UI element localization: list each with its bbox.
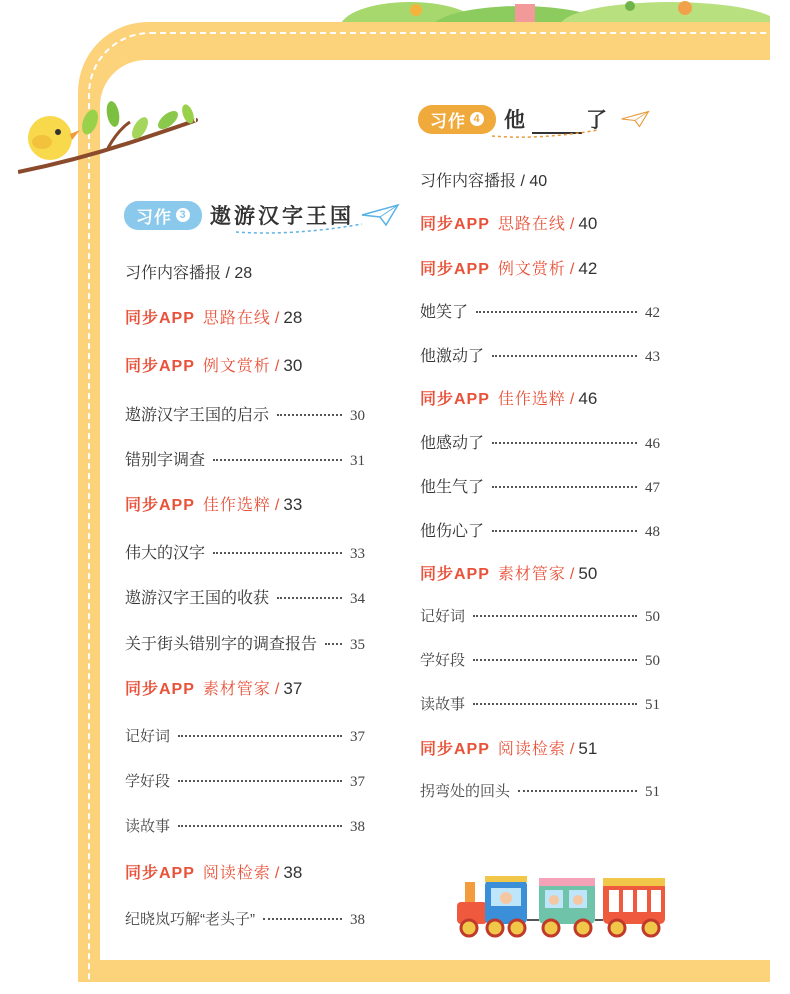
toc-page-number: 28 [283, 308, 303, 327]
slash-separator: / [569, 216, 575, 233]
toc-intro-text: 习作内容播报 / 40 [420, 173, 548, 190]
toc-entry-title: 他伤心了 [420, 523, 485, 540]
toc-entry [125, 631, 365, 654]
toc-page-number: 38 [350, 819, 365, 835]
dot-leader [178, 825, 342, 827]
app-section-name: 素材管家 [497, 566, 566, 583]
dot-leader [213, 552, 342, 554]
toc-entry [125, 540, 365, 563]
toc-page-number: 37 [350, 774, 365, 790]
toc-page-number: 42 [578, 259, 598, 278]
toc-entry [420, 343, 660, 366]
toc-page-number: 33 [350, 546, 365, 562]
toc-entry-title: 读故事 [125, 818, 171, 835]
toc-entry [420, 299, 660, 322]
toc-entry-title: 读故事 [420, 696, 466, 713]
toy-train-illustration [455, 872, 670, 938]
toc-page-number: 30 [350, 408, 365, 424]
toc-page-number: 50 [578, 564, 598, 583]
toc-section-intro [420, 168, 547, 191]
toc-page-number: 30 [283, 356, 303, 375]
toc-entry-title: 学好段 [125, 773, 171, 790]
app-section-name: 思路在线 [202, 310, 271, 327]
dot-leader [492, 530, 637, 532]
left-section-badge [124, 201, 202, 230]
toc-page-number: 35 [350, 637, 365, 653]
toc-entry [125, 815, 365, 836]
slash-separator: / [569, 566, 575, 583]
toc-entry-title: 伟大的汉字 [125, 545, 206, 562]
toc-app-section [420, 211, 597, 234]
dot-leader [518, 790, 637, 792]
toc-entry-title: 她笑了 [420, 304, 469, 321]
dot-leader [492, 355, 637, 357]
toc-page-number: 37 [350, 729, 365, 745]
toc-entry [420, 649, 660, 670]
toc-page-number: 51 [645, 784, 660, 800]
toc-entry-title: 记好词 [125, 728, 171, 745]
right-title-pre: 他 [504, 109, 528, 132]
toc-entry [125, 908, 365, 929]
slash-separator: / [569, 261, 575, 278]
toc-app-section [420, 736, 597, 759]
toc-entry-title: 遨游汉字王国的启示 [125, 407, 270, 424]
toc-entry-title: 遨游汉字王国的收获 [125, 590, 270, 607]
toc-page-number: 38 [283, 863, 303, 882]
app-section-name: 阅读检索 [497, 741, 566, 758]
right-title-post: 了 [586, 109, 610, 132]
toc-app-section [420, 256, 597, 279]
toc-page-number: 38 [350, 912, 365, 928]
toc-entry [125, 725, 365, 746]
toc-entry [420, 693, 660, 714]
dot-leader [473, 703, 637, 705]
toc-entry [420, 780, 660, 801]
toc-entry-title: 错别字调查 [125, 452, 206, 469]
toc-entry [125, 585, 365, 608]
toc-entry-title: 纪晓岚巧解“老头子” [125, 911, 255, 928]
toc-entry [125, 770, 365, 791]
toc-page-number: 47 [645, 480, 660, 496]
right-title-dashed-swoosh [490, 128, 600, 140]
app-section-name: 素材管家 [202, 681, 271, 698]
toc-page-number: 46 [645, 436, 660, 452]
toc-entry-title: 他感动了 [420, 435, 485, 452]
toc-page-number: 48 [645, 524, 660, 540]
app-tag-label: 同步APP [125, 358, 195, 375]
toc-entry [125, 402, 365, 425]
slash-separator: / [569, 391, 575, 408]
dot-leader [476, 311, 637, 313]
app-section-name: 佳作选粹 [497, 391, 566, 408]
toc-page-number: 34 [350, 591, 365, 607]
dot-leader [473, 659, 637, 661]
toc-app-section [420, 386, 597, 409]
toc-page-number: 50 [645, 609, 660, 625]
dot-leader [263, 918, 342, 920]
toc-app-section [125, 492, 302, 515]
app-tag-label: 同步APP [420, 391, 490, 408]
dot-leader [178, 780, 342, 782]
toc-page-number: 50 [645, 653, 660, 669]
dot-leader [277, 414, 342, 416]
toc-entry [420, 518, 660, 541]
right-badge-label: 习作 [430, 111, 466, 131]
toc-page-number: 37 [283, 679, 303, 698]
toc-page-number: 46 [578, 389, 598, 408]
toc-app-section [420, 561, 597, 584]
toc-page-number: 33 [283, 495, 303, 514]
slash-separator: / [274, 358, 280, 375]
left-badge-label: 习作 [136, 207, 172, 227]
slash-separator: / [274, 865, 280, 882]
toc-entry-title: 他激动了 [420, 348, 485, 365]
toc-entry-title: 他生气了 [420, 479, 485, 496]
app-tag-label: 同步APP [420, 741, 490, 758]
dot-leader [492, 442, 637, 444]
app-tag-label: 同步APP [420, 566, 490, 583]
app-section-name: 思路在线 [497, 216, 566, 233]
dot-leader [277, 597, 342, 599]
bird-on-branch-illustration [18, 100, 198, 190]
toc-entry-title: 关于街头错别字的调查报告 [125, 636, 318, 653]
toc-app-section [125, 305, 302, 328]
app-section-name: 例文赏析 [497, 261, 566, 278]
dot-leader [492, 486, 637, 488]
app-tag-label: 同步APP [125, 681, 195, 698]
app-section-name: 阅读检索 [202, 865, 271, 882]
app-section-name: 佳作选粹 [202, 497, 271, 514]
app-tag-label: 同步APP [420, 216, 490, 233]
slash-separator: / [274, 310, 280, 327]
app-tag-label: 同步APP [420, 261, 490, 278]
app-tag-label: 同步APP [125, 497, 195, 514]
slash-separator: / [569, 741, 575, 758]
toc-page-number: 42 [645, 305, 660, 321]
right-section-badge [418, 105, 496, 134]
toc-page-number: 51 [578, 739, 598, 758]
toc-page-number: 51 [645, 697, 660, 713]
toc-entry [125, 447, 365, 470]
toc-entry [420, 430, 660, 453]
toc-entry-title: 拐弯处的回头 [420, 783, 511, 800]
app-tag-label: 同步APP [125, 310, 195, 327]
left-section-title: 遨游汉字王国 [210, 205, 354, 228]
left-badge-number: 3 [176, 208, 190, 222]
toc-intro-text: 习作内容播报 / 28 [125, 265, 253, 282]
toc-page-number: 43 [645, 349, 660, 365]
dot-leader [325, 643, 342, 645]
app-section-name: 例文赏析 [202, 358, 271, 375]
toc-section-intro [125, 260, 252, 283]
toc-app-section [125, 353, 302, 376]
dot-leader [473, 615, 637, 617]
left-title-dashed-swoosh [234, 222, 364, 236]
right-badge-number: 4 [470, 112, 484, 126]
dot-leader [178, 735, 342, 737]
toc-app-section [125, 676, 302, 699]
dot-leader [213, 459, 342, 461]
paper-plane-icon [360, 203, 400, 227]
toc-entry [420, 605, 660, 626]
toc-app-section [125, 860, 302, 883]
toc-page-number: 31 [350, 453, 365, 469]
app-tag-label: 同步APP [125, 865, 195, 882]
hills-decoration [340, 0, 770, 22]
paper-plane-icon [620, 108, 650, 130]
toc-entry-title: 记好词 [420, 608, 466, 625]
slash-separator: / [274, 497, 280, 514]
slash-separator: / [274, 681, 280, 698]
toc-entry [420, 474, 660, 497]
toc-page-number: 40 [578, 214, 598, 233]
toc-entry-title: 学好段 [420, 652, 466, 669]
